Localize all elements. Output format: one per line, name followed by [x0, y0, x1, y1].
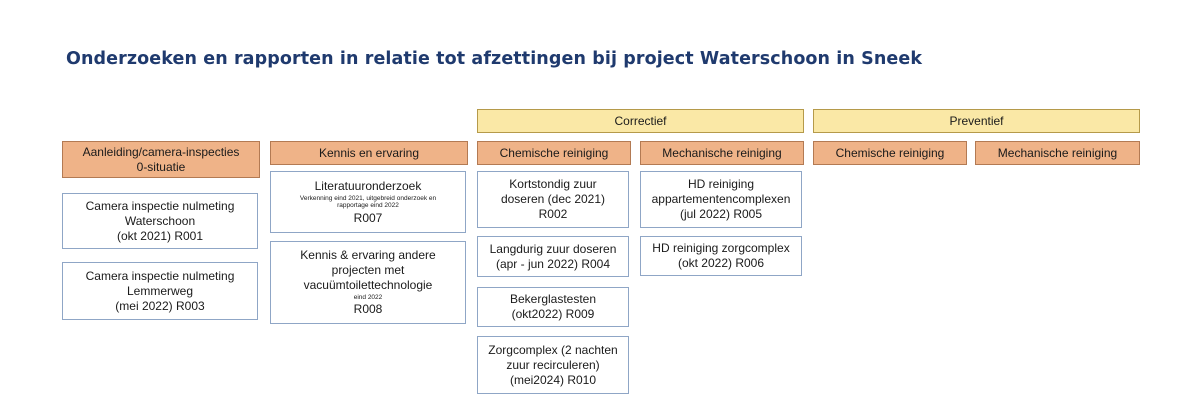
- group-preventief: [813, 109, 1140, 133]
- card-r008-code: R008: [353, 302, 383, 317]
- header-aanleiding: [62, 141, 260, 178]
- card-r003-text: Camera inspectie nulmeting Lemmerweg (mei 2022) R003: [85, 268, 235, 313]
- header-correctief-mechanisch-label: Mechanische reiniging: [662, 145, 782, 160]
- group-correctief-label: Correctief: [614, 114, 667, 128]
- header-kennis-label: Kennis en ervaring: [318, 145, 420, 160]
- card-r006-text: HD reiniging zorgcomplex (okt 2022) R006: [652, 241, 790, 270]
- card-r008-title: Kennis & ervaring andere projecten met vacuümtoilettechnologie: [300, 247, 436, 292]
- card-r009-text: Bekerglastesten (okt2022) R009: [509, 292, 597, 321]
- group-preventief-label: Preventief: [949, 114, 1004, 128]
- page-title: Onderzoeken en rapporten in relatie tot afzettingen bij project Waterschoon in Sneek: [66, 49, 923, 69]
- card-r002-text: Kortstondig zuur doseren (dec 2021) R002: [500, 177, 606, 221]
- card-r007-note: Verkenning eind 2021, uitgebreid onderzoek en rapportage eind 2022: [299, 194, 437, 209]
- card-r003: [62, 262, 258, 320]
- card-r005: [640, 171, 802, 228]
- header-correctief-chemisch-label: Chemische reiniging: [499, 145, 609, 160]
- card-r010-text: Zorgcomplex (2 nachten zuur recirculeren) (mei2024) R010: [488, 342, 618, 387]
- header-preventief-mechanisch: [975, 141, 1140, 165]
- header-preventief-chemisch: [813, 141, 967, 165]
- card-r004-text: Langdurig zuur doseren (apr - jun 2022) R004: [489, 241, 617, 271]
- header-preventief-chemisch-label: Chemische reiniging: [835, 145, 945, 160]
- card-r001-text: Camera inspectie nulmeting Waterschoon (okt 2021) R001: [85, 198, 235, 243]
- card-r007: [270, 171, 466, 233]
- header-preventief-mechanisch-label: Mechanische reiniging: [997, 145, 1118, 160]
- card-r006: [640, 236, 802, 276]
- card-r004: [477, 236, 629, 277]
- header-correctief-mechanisch: [640, 141, 804, 165]
- card-r002: [477, 171, 629, 228]
- card-r008-note: eind 2022: [353, 293, 383, 301]
- group-correctief: [477, 109, 804, 133]
- card-r009: [477, 287, 629, 327]
- card-r005-text: HD reiniging appartementencomplexen (jul 2022) R005: [651, 177, 791, 221]
- header-correctief-chemisch: [477, 141, 631, 165]
- header-aanleiding-label: Aanleiding/camera-inspecties 0-situatie: [82, 144, 240, 174]
- card-r008: [270, 241, 466, 324]
- card-r007-code: R007: [353, 210, 383, 225]
- card-r010: [477, 336, 629, 394]
- card-r001: [62, 193, 258, 249]
- header-kennis: [270, 141, 468, 165]
- card-r007-title: Literatuuronderzoek: [314, 178, 422, 193]
